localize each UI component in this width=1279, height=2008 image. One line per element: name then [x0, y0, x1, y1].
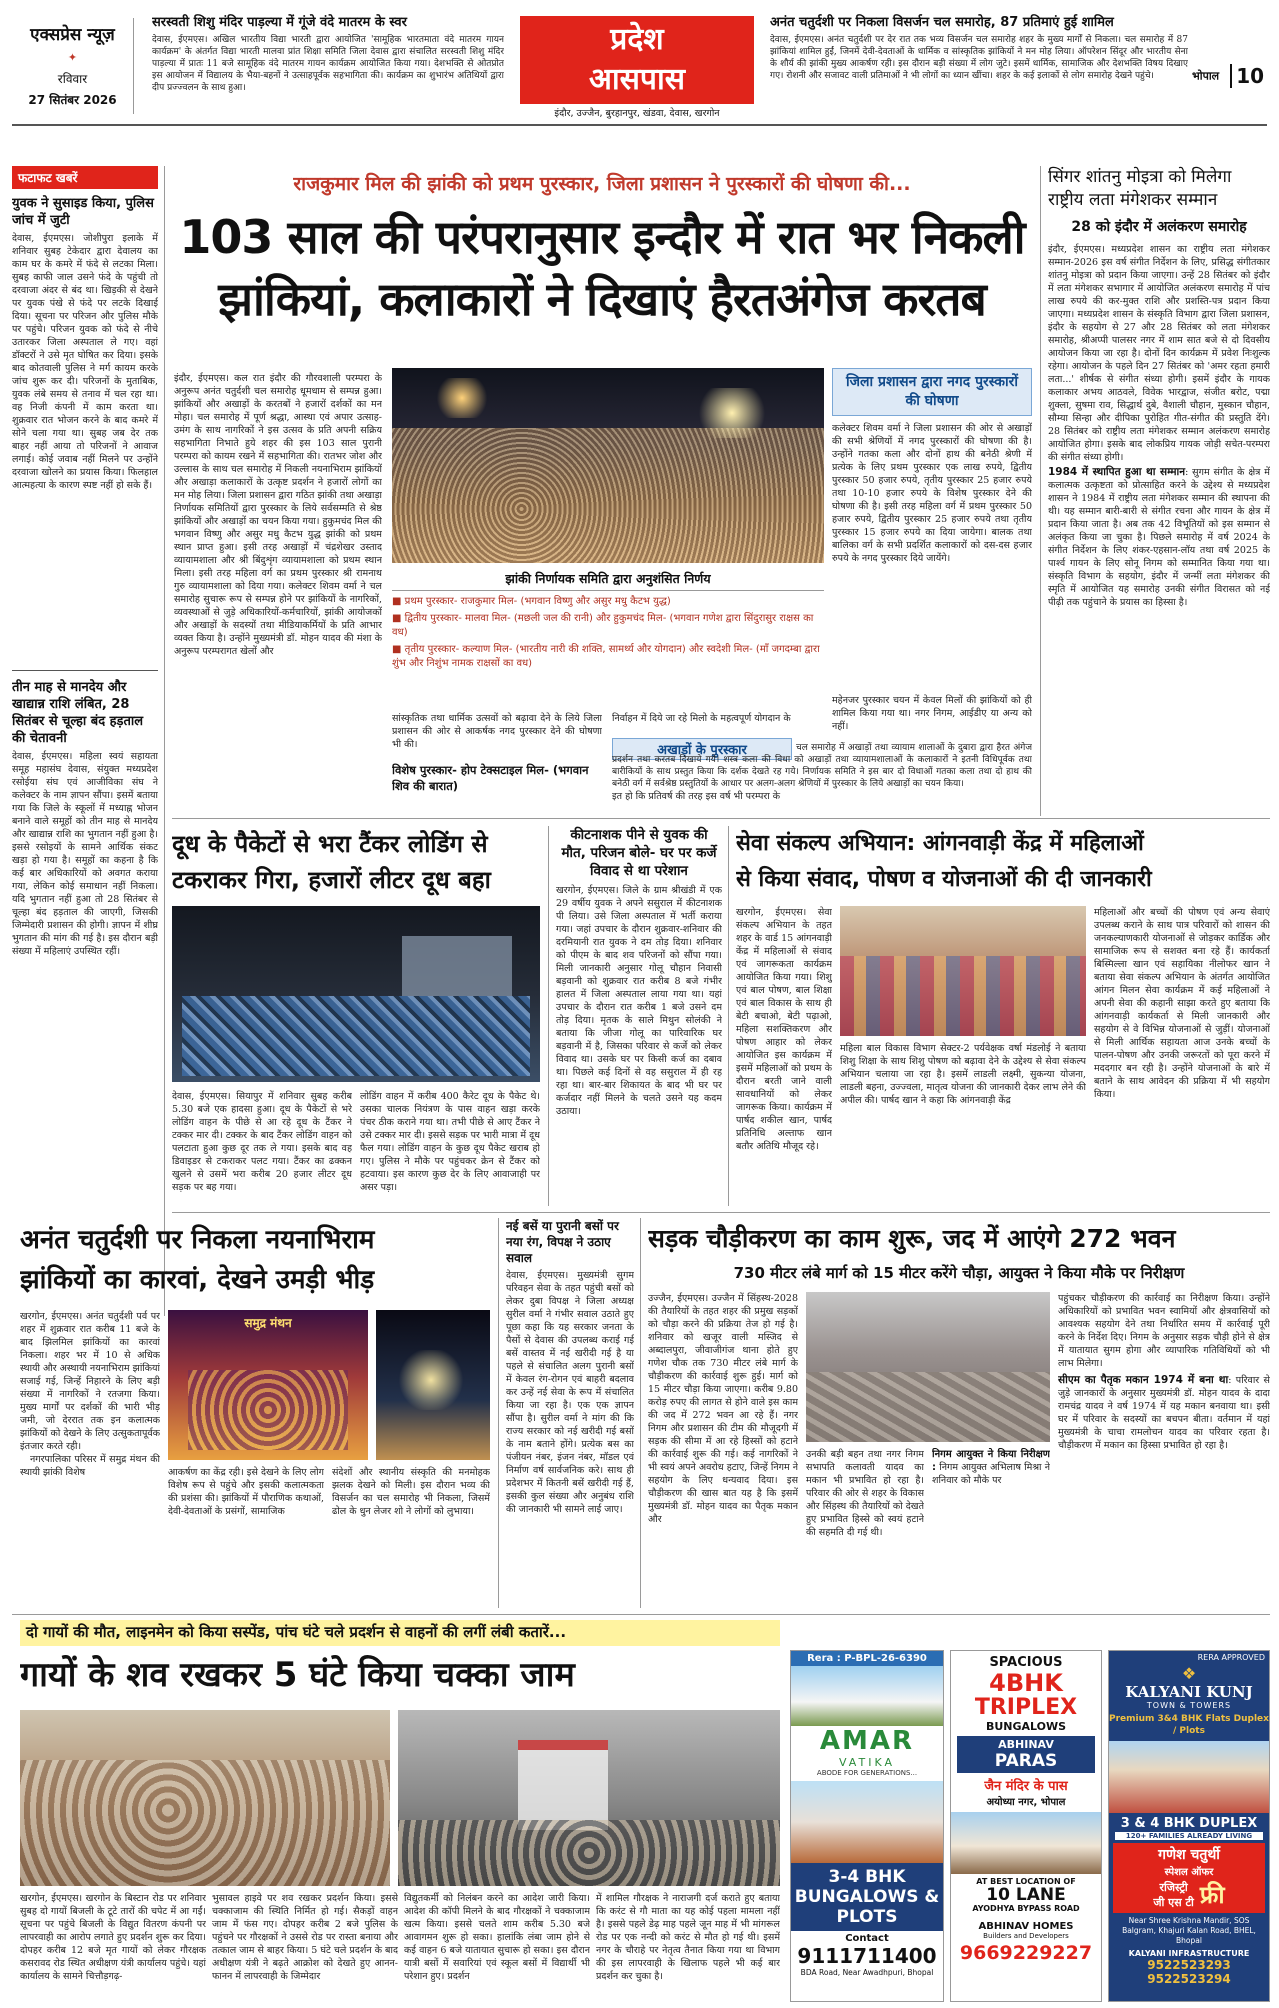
abhinav-l2: 4BHK	[989, 1669, 1063, 1697]
amar-contact-label: Contact	[845, 1933, 889, 1944]
brand-name: एक्सप्रेस न्यूज़	[30, 25, 115, 45]
abhinav-l4: BUNGALOWS	[985, 1720, 1067, 1733]
section-banner	[520, 16, 754, 120]
procession-body1b-text: नगरपालिका परिसर में समुद्र मंथन की स्थायी झांकी विशेष	[20, 1454, 160, 1478]
masthead-date: 27 सितंबर 2026	[28, 93, 117, 107]
road-body2b	[932, 1448, 1050, 1608]
abhinav-l3: TRIPLEX	[974, 1695, 1078, 1720]
judges-item-1	[392, 595, 824, 609]
singer-headline: सिंगर शांतनु मोइत्रा को मिलेगा राष्ट्रीय लता मंगेशकर सम्मान	[1048, 167, 1232, 210]
lead-body-col2: सांस्कृतिक तथा धार्मिक उत्सवों को बढ़ावा देने के लिये जिला प्रशासन की ओर से आकर्षक नगद पुरस्कार देने की घोषणा भी की।	[392, 713, 602, 750]
amar-phone[interactable]: 9111711400	[797, 1944, 937, 1968]
milk-photo-packets	[182, 996, 530, 1076]
kalyani-offer4: जी एस टी	[1153, 1895, 1194, 1909]
amar-house-photo	[791, 1666, 943, 1726]
milk-right-rule	[548, 826, 549, 1206]
singer-body2: : सुगम संगीत के क्षेत्र में कलात्मक उत्कृष्टता को प्रोत्साहित करने के उद्देश्य से मध्यप्रदेश शासन ने 1984 में राष्ट्रीय लता मंगेशकर सम्मान की स्थापना की थी। यह सम्मान बारी-बारी से संगीत रचना और गायन के क्षेत्र में प्रदान किया जाता है। अब तक 42 विभूतियों को इस सम्मान से अलंकृत किया जा चुका है। पिछले समारोह में वर्ष 2024 के संगीत निर्देशन के लिए शंकर-एहसान-लॉय तथा वर्ष 2025 के पार्श्व गायन के लिए सोनू निगम को सम्मानित किया गया था। संस्कृति विभाग के सहयोग, इंदौर में जन्मीं लता मंगेशकर की स्मृति में आयोजित यह समारोह उनकी संगीत विरासत को नई पीढ़ी तक पहुंचाने के प्रयास का हिस्सा है।	[1048, 467, 1270, 608]
ad-amar-vatika[interactable]	[790, 1650, 944, 2002]
ad-abhinav-paras[interactable]	[950, 1650, 1102, 2002]
page-number: 10	[1230, 64, 1264, 88]
road-demolition-photo	[806, 1292, 1050, 1442]
procession-body1-text: खरगोन, ईएमएस। अनंत चतुर्दशी पर्व पर शहर में शुक्रवार रात करीब 11 बजे के बाद झिलमिल झांकियों का कारवां निकला। शहर भर में 10 से अधिक स्थायी और अस्थायी नयनाभिराम झांकियां सजाई गई, जिन्हें निहारने के लिए बड़ी संख्या में नागरिकों ने रतजगा किया। मुख्य मार्गों पर दर्शकों की भारी भीड़ जमी, जो देररात तक इन कलात्मक झांकियों को देखने के लिए उत्सुकतापूर्वक इंतजार करते रही।	[20, 1311, 160, 1452]
top-left-headline: सरस्वती शिशु मंदिर पाड़ल्या में गूंजे वंदे मातरम के स्वर	[152, 15, 407, 30]
kalyani-offer2: स्पेशल ऑफर	[1164, 1867, 1214, 1878]
fatafat-story2-body: देवास, ईएमएस। महिला स्वयं सहायता समूह महासंघ देवास, संयुक्त मध्यप्रदेश रसोईया संघ एवं आजीविका संघ ने कलेक्टर के नाम ज्ञापन सौंपा। इसमें बताया गया कि जिले के स्कूलों में मध्याह्न भोजन बनाने वाले समूहों को तीन माह से मानदेय और खाद्यान्न राशि का भुगतान नहीं हुआ है। इससे रसोइयों के सामने आर्थिक संकट खड़ा हो गया है। समूहों का कहना है कि कई बार अधिकारियों को अवगत कराया गया, लेकिन कोई समाधान नहीं निकला। यदि भुगतान नहीं हुआ तो 28 सितंबर से चूल्हा बंद हड़ताल की जाएगी, जिसकी जिम्मेदारी प्रशासन की होगी। ज्ञापन में शीघ्र भुगतान की मांग की गई है। इस दौरान बड़ी संख्या में महिलाएं उपस्थित रहीं।	[12, 751, 158, 957]
kalyani-free: फ्री	[1199, 1881, 1225, 1909]
road-headline: सड़क चौड़ीकरण का काम शुरू, जद में आएंगे 272 भवन	[648, 1224, 1176, 1253]
milk-photo-truck	[402, 936, 512, 996]
cows-body2: भुसावल हाइवे पर शव रखकर प्रदर्शन किया। इससे चक्काजाम की स्थिति निर्मित हो गई। सैकड़ों वाहन जाम में फंस गए। दोपहर करीब 2 बजे पुलिस के पहुंचने पर गौरक्षकों ने उससे रोड पर रास्ता बनाया और तत्काल जाम से बाहर किया। 5 घंटे चले प्रदर्शन के बाद अधीक्षण यंत्री ने बढ़ते आक्रोश को देखते हुए आनन-फानन में लापरवाही के जिम्मेदार	[212, 1893, 398, 1982]
kalyani-offer-row	[1115, 1878, 1263, 1911]
abhinav-loc2: 10 LANE	[986, 1885, 1066, 1905]
cows-photo-2-crowd	[398, 1820, 780, 1886]
judges-item-2-text: द्वितीय पुरस्कार- मालवा मिल- (मछली जल की रानी) और हुकुमचंद मिल- (भगवान गणेश द्वारा सिंदुरासुर राक्षस का वध)	[392, 613, 814, 638]
pesticide-story	[556, 826, 722, 1206]
bus-story	[506, 1218, 634, 1608]
milk-headline-line2: टकराकर गिरा, हजारों लीटर दूध बहा	[172, 866, 491, 894]
samudra-manthan-photo	[168, 1310, 368, 1460]
bus-right-rule	[640, 1218, 641, 1608]
top-left-body: देवास, ईएमएस। अखिल भारतीय विद्या भारती द्वारा आयोजित 'सामूहिक भारतमाता वंदे मातरम गायन कार्यक्रम' के अंतर्गत विद्या भारती मालवा प्रांत शिक्षा समिति जिला देवास द्वारा संचालित सरस्वती शिशु मंदिर पाड़ल्या में प्रातः 11 बजे सामूहिक वंदे मातरम गायन कार्यक्रम आयोजित किया गया। देशभक्ति से ओतप्रोत इस आयोजन में विद्यालय के भैया-बहनों ने उत्साहपूर्वक सहभागिता की। कार्यक्रम का शुभारंभ अतिथियों द्वारा दीप प्रज्ज्वलन के साथ हुआ।	[152, 35, 504, 93]
pesticide-headline: कीटनाशक पीने से युवक की मौत, परिजन बोले- घर पर कर्जे विवाद से था परेशान	[561, 827, 717, 879]
amar-brand2: VATIKA	[838, 1756, 895, 1769]
anganwadi-photo	[840, 906, 1086, 1036]
page-city: भोपाल	[1192, 69, 1220, 83]
judges-item-1-text: प्रथम पुरस्कार- राजकुमार मिल- (भगवान विष्णु और असुर मधु कैटभ युद्ध)	[404, 596, 671, 607]
brand-ornament-icon: ✦	[67, 51, 78, 64]
procession-body3: संदेशों और स्थानीय संस्कृति की मनमोहक झलक देखने को मिली। इस दौरान भव्य की विसर्जन का चल समारोह भी निकला, जिसमें ढोल के धुन लेजर शो ने लोगों को लुभाया।	[332, 1467, 490, 1517]
amar-main: 3-4 BHK BUNGALOWS & PLOTS	[791, 1863, 943, 1931]
top-right-body: देवास, ईएमएस। अनंत चतुर्दशी पर देर रात तक भव्य विसर्जन चल समारोह शहर के मुख्य मार्गों से निकला। चल समारोह में 87 झांकियां शामिल हुईं, जिनमें देवी-देवताओं के धार्मिक व सांस्कृतिक झांकियों ने मन मोह लिया। ऑपरेशन सिंदूर और भारतीय सेना के शौर्य की झांकी मुख्य आकर्षण रही। इस दौरान बड़ी संख्या में लोग जुटे। इसमें धार्मिक, सामाजिक और देशभक्ति विषय दिखाए गए। रोशनी और सजावट वाली प्रतिमाओं ने भी लोगों का ध्यान खींचा। शहर के कई इलाकों से लोग समारोह देखने पहुंचे।	[770, 35, 1188, 81]
kalyani-offer3: रजिस्ट्री	[1159, 1880, 1188, 1894]
cows-protest-photo-2	[398, 1710, 780, 1886]
section-title-box	[520, 16, 754, 104]
fatafat-story2-headline: तीन माह से मानदेय और खाद्यान्न राशि लंबित, 28 सितंबर से चूल्हा बंद हड़ताल की चेतावनी	[12, 680, 144, 746]
procession-headline-line1: अनंत चतुर्दशी पर निकला नयनाभिराम	[20, 1225, 375, 1255]
kalyani-duplex: 3 & 4 BHK DUPLEX	[1120, 1816, 1258, 1831]
kalyani-building-photo	[1109, 1741, 1269, 1813]
kalyani-families: 120+ FAMILIES ALREADY LIVING	[1115, 1832, 1263, 1840]
row3-bottom-rule	[12, 1614, 1270, 1615]
fatafat-divider	[12, 670, 158, 671]
pesticide-right-rule	[728, 826, 729, 1206]
special-award	[392, 762, 602, 806]
kalyani-sub: TOWN & TOWERS	[1146, 1701, 1232, 1710]
cows-photo-2-ambulance	[518, 1740, 608, 1830]
samudra-photo-label: समुद्र मंथन	[244, 1316, 292, 1330]
singer-subhead2: 1984 में स्थापित हुआ था सम्मान	[1048, 466, 1186, 478]
top-left-story	[152, 14, 504, 118]
procession-body2: आकर्षण का केंद्र रही। इसे देखने के लिए लोग विशेष रूप से पहुंचे और इसकी कलात्मकता की प्रशंसा की। झांकियों में पौराणिक कथाओं, देवी-देवताओं के प्रसंगों, सामाजिक	[168, 1467, 324, 1517]
row2-bottom-rule	[172, 1212, 1270, 1213]
cash-box-title-wrap	[832, 368, 1032, 416]
masthead-day: रविवार	[57, 72, 88, 86]
judges-bullet-icon: ■	[392, 596, 405, 607]
kalyani-infra: KALYANI INFRASTRUCTURE	[1128, 1949, 1250, 1958]
road-body2-text: उनकी बड़ी बहन तथा नगर निगम सभापति कलावती यादव का मकान भी प्रभावित हो रहा है। परिवार की ओर से शहर के विकास और सिंहस्थ की तैयारियों को देखते हुए प्रभावित हिस्से को स्वयं हटाने की सहमति दी गई थी।	[806, 1449, 924, 1538]
milk-body1: देवास, ईएमएस। सियापुर में शनिवार सुबह करीब 5.30 बजे एक हादसा हुआ। दूध के पैकेटों से भरे लोडिंग वाहन के पीछे से आ रहे दूध के टैंकर ने टक्कर मार दी। टक्कर के बाद टैंकर लोडिंग वाहन को पलटाता हुआ कुछ दूर तक ले गया। इसके बाद वह डिवाइडर से टकराकर पलट गया। टैंकर का ढक्कन खुलने से उसमें भरा करीब 20 हजार लीटर दूध सड़क पर बह गया।	[172, 1091, 352, 1193]
anganwadi-body1: खरगोन, ईएमएस। सेवा संकल्प अभियान के तहत शहर के वार्ड 15 आंगनवाड़ी केंद्र में महिलाओं से संवाद एवं जागरूकता कार्यक्रम आयोजित किया गया। शिशु एवं बाल पोषण, बाल शिक्षा एवं बाल विकास के साथ ही बेटी बचाओ, बेटी पढ़ाओ, महिला सशक्तिकरण और पोषण आहार को लेकर आयोजित इस कार्यक्रम में इसमें महिलाओं को प्रथम के दौरान बरती जाने वाली सावधानियों को लेकर जागरूक किया। कार्यक्रम में पार्षद शकील खान, पार्षद प्रतिनिधि अल्ताफ खान बतौर अतिथि मौजूद रहे।	[736, 907, 832, 1152]
section-title-line2: आसपास	[588, 62, 686, 97]
singer-story	[1048, 166, 1270, 816]
road-body4-text: : परिवार से जुड़े जानकारों के अनुसार मुख्यमंत्री डॉ. मोहन यादव के दादा रामचंद्र यादव ने वर्ष 1974 में यह मकान बनवाया था। इसी घर में परिवार के सदस्यों का बचपन बीता। वर्तमान में यहां मुख्यमंत्री के चाचा रामलोचन यादव का परिवार रहता है। चौड़ीकरण में मकान का हिस्सा प्रभावित हो रहा है।	[1058, 1375, 1270, 1451]
lead-right-rule	[1040, 166, 1041, 816]
section-title-line1: प्रदेश	[610, 22, 664, 57]
abhinav-loc1: AT BEST LOCATION OF	[976, 1877, 1076, 1886]
abhinav-dev: Builders and Developers	[983, 1932, 1069, 1940]
pesticide-body: खरगोन, ईएमएस। जिले के ग्राम श्रीखंडी में एक 29 वर्षीय युवक ने अपने ससुराल में कीटनाशक पी लिया। उसे जिला अस्पताल में भर्ती कराया गया। जहां उपचार के दौरान शुक्रवार-शनिवार की दरमियानी रात युवक ने दम तोड़ दिया। शनिवार को पीएम के बाद शव परिजनों को सौंपा गया। मिली जानकारी अनुसार गोलू चौहान निवासी बड़वानी को शुक्रवार रात करीब 8 बजे गंभीर हालत में जिला अस्पताल लाया गया था। यहां उपचार के दौरान रात करीब 1 बजे उसने दम तोड़ दिया। मृतक के साले मिथुन सोलंकी ने बताया कि जीजा गोलू का पारिवारिक घर बड़वानी में है, जिसका परिवार से कर्जे को लेकर विवाद था। उसके घर पर किसी कर्ज का दबाव था। पिछले कई दिनों से वह ससुराल में ही रह रहा था। बार-बार शिकायत के बाद भी घर पर कर्जदार नहीं मिलने के चलते उसने यह कदम उठाया।	[556, 885, 722, 1117]
procession-headline-line2: झांकियों का कारवां, देखने उमड़ी भीड़	[20, 1265, 375, 1295]
road-cm-subhead: सीएम का पैतृक मकान 1974 में बना था	[1058, 1374, 1229, 1386]
fatafat-story1-headline: युवक ने सुसाइड किया, पुलिस जांच में जुटी	[12, 196, 154, 228]
top-right-story	[770, 14, 1188, 118]
anganwadi-photo-people	[840, 956, 1086, 1036]
fatafat-label	[12, 166, 158, 189]
kalyani-rera: RERA APPROVED	[1197, 1653, 1265, 1662]
masthead-brand-box	[12, 18, 134, 114]
cows-body4: में शामिल गौरक्षक ने नाराजगी दर्ज कराते हुए बताया कि करंट से गौ माता का यह कोई पहला मामला नहीं है। इससे पहले डेढ़ माह पहले जून माह में भी मांगरूल रोड पर एक नन्दी को करंट से मौत हो गई थी। इसमें नगर के चौराहे पर नेतृत्व तैनात किया गया था विभाग की इस लापरवाही के खिलाफ पहले भी कई बार प्रदर्शन कर चुका है।	[596, 1893, 780, 1982]
lead-photo-light-right	[692, 388, 772, 438]
road-photo-rubble	[806, 1372, 1050, 1442]
abhinav-hindi2: अयोध्या नगर, भोपाल	[986, 1797, 1066, 1808]
amar-tagline: ABODE FOR GENERATIONS...	[816, 1769, 918, 1777]
road-body1: उज्जैन, ईएमएस। उज्जैन में सिंहस्थ-2028 की तैयारियों के तहत शहर की प्रमुख सड़कों को चौड़ा करने की प्रक्रिया तेज हो गई है। शनिवार को खजूर वाली मस्जिद से अब्दालपुरा, जीवाजीगंज थाना होते हुए गणेश चौक तक 730 मीटर लंबे मार्ग के चौड़ीकरण की कार्रवाई शुरू हुई। मार्ग को 15 मीटर चौड़ा किया जाएगा। करीब 9.80 करोड़ रुपए की लागत से होने वाले इस काम की जद में 272 भवन आ रहे हैं। नगर निगम और प्रशासन की टीम की मौजूदगी में सड़क की सीमा में आ रहे हिस्सों को हटाने की कार्रवाई शुरू की गई। कई नागरिकों ने भी स्वयं अपने अवरोध हटाए, जिन्हें निगम ने सहयोग के लिए धन्यवाद दिया। इस चौड़ीकरण की खास बात यह है कि इसमें मुख्यमंत्री डॉ. मोहन यादव का पैतृक मकान और	[648, 1293, 798, 1525]
abhinav-l1: SPACIOUS	[989, 1655, 1063, 1670]
fatafat-column	[12, 166, 158, 1306]
judges-box-title: झांकी निर्णायक समिति द्वारा अनुशंसित निर्णय	[392, 570, 824, 591]
akhada-title: अखाड़ों के पुरस्कार	[657, 743, 747, 758]
anganwadi-body3: महिलाओं और बच्चों की पोषण एवं अन्य सेवाएं उपलब्ध कराने के साथ पात्र परिवारों को शासन की जनकल्याणकारी योजनाओं से जोड़कर कार्डिक और सामाजिक रूप से सशक्त बना रहे हैं। कार्यकर्ता बिस्मिल्ला खान एवं सहायिका नीलोफर खान ने बताया सेवा संकल्प अभियान के अंतर्गत आयोजित आंगन मिलन सेवा कार्यक्रम में कई महिलाओं ने अपनी सेवा की कहानी साझा करते हुए बताया कि आंगनवाड़ी कार्यकर्ता से मिली जानकारी और सहयोग से वे विभिन्न योजनाओं से जुड़ीं। योजनाओं से मिली आर्थिक सहायता आज उनके बच्चों के पालन-पोषण और उनकी जरूरतों को पूरा करने में मददगार बन रही है। उन्होंने योजनाओं के बारे में बताने के साथ आवेदन की प्रक्रिया में भी सहयोग किया।	[1094, 907, 1270, 1100]
abhinav-homes: ABHINAV HOMES	[978, 1921, 1074, 1932]
procession-night-glow	[396, 1350, 466, 1410]
lead-body-col3: निर्वाहन में दिये जा रहे मिलो के महत्वपूर्ण योगदान के	[612, 713, 791, 724]
lead-headline-line2: झांकियां, कलाकारों ने दिखाएं हैरतअंगेज करतब	[218, 272, 986, 326]
special-award-text: विशेष पुरस्कार- होप टेक्सटाइल मिल- (भगवान शिव की बारात)	[392, 763, 589, 793]
judges-bullet-icon: ■	[392, 613, 405, 624]
fatafat-story1-body: देवास, ईएमएस। जोशीपुरा इलाके में शनिवार सुबह टेकेदार द्वारा देवालय का काम घर के कमरे में फंदे से लटका मिला। सुबह काफी जाल उसने फंदे के पहुंची तो दरवाजा अंदर से बंद था। खिड़की से देखने पर युवक पंखे से फंदे पर लटके दिखाई दिया। सूचना पर परिजन और पुलिस मौके पर पहुंचे। परिजन युवक को फंदे से नीचे उतारकर जिला अस्पताल ले गए। वहां डॉक्टरों ने उसे मृत घोषित कर दिया। इसके बाद कोतवाली पुलिस ने मर्ग कायम करके जांच शुरू कर दी। परिजनों के मुताबिक, युवक लंबे समय से तनाव में चल रहा था। वह निजी कंपनी में काम करता था। शुक्रवार रात भोजन करने के बाद कमरे में सोने चला गया था। सुबह जब देर तक बाहर नहीं आया तो परिजनों ने आवाज लगाई। कोई जवाब नहीं मिलने पर उन्होंने दरवाजा खोलने का प्रयास किया। फिलहाल आत्महत्या के कारण स्पष्ट नहीं हो सके हैं।	[12, 233, 158, 491]
lead-body-col1: इंदौर, ईएमएस। कल रात इंदौर की गौरवशाली परम्परा के अनुरूप अनंत चतुर्दशी चल समारोह धूमधाम से सम्पन्न हुआ। झांकियों और अखाड़ों के करतबों ने हजारों दर्शकों का मन मोहा। चल समारोह में पूर्ण श्रद्धा, आस्था एवं अपार उत्साह-उमंग के साथ नागरिकों ने इस उत्सव के प्रति अपनी सक्रिय सहभागिता निभाते हुये शहर की इस 103 साल पुरानी परम्परा को कायम रखने में सहभागिता की। रातभर जोश और उल्लास के साथ चल समारोह में निकली नयनाभिराम झांकियों और अखाड़ा कलाकारों के उत्कृष्ट प्रदर्शन ने हजारों लोगों का मन मोह लिया। जिला प्रशासन द्वारा गठित झांकी तथा अखाड़ा निर्णायक समितियों द्वारा पुरस्कार के लिये सर्वसम्मति से श्रेष्ठ झांकियों और अखाड़ों का चयन किया गया। हुकुमचंद मिल की भगवान विष्णु और असुर मधु कैटभ युद्ध झांकी को प्रथम स्थान प्राप्त हुआ। इसी तरह अखाड़ों में चंद्रशेखर उस्ताद व्यायामशाला और श्री बिंदुशृंग व्यायामशाला को प्रथम स्थान मिला। इसी तरह महिला वर्ग का प्रथम पुरस्कार श्री रामनाथ गुरु व्यायामशाला को दिया गया। कलेक्टर शिवम वर्मा ने चल समारोह सुचारू रूप से सम्पन्न होने पर झांकियों के नागरिकों, व्यवस्थाओं से जुड़े अधिकारियों-कर्मचारियों, झांकी आयोजकों और अखाड़ों के सदस्यों तथा मीडियाकर्मियों के प्रति आभार व्यक्त किया है। उन्होंने मुख्यमंत्री डॉ. मोहन यादव की मंशा के अनुरूप परम्परागत खेलों और	[174, 373, 382, 657]
kalyani-address: Near Shree Krishna Mandir, SOS Balgram, Khajuri Kalan Road, BHEL, Bhopal	[1122, 1916, 1256, 1945]
cash-tail: महेनजर पुरस्कार चयन में केवल मिलों की झांकियों को ही शामिल किया गया था। नगर निगम, आईडीए या अन्य को नहीं।	[832, 695, 1032, 732]
cash-box-body: कलेक्टर शिवम वर्मा ने जिला प्रशासन की ओर से अखाड़ों की सभी श्रेणियों में नगद पुरस्कारों की घोषणा की है। उन्होंने गतका कला और दोनों हाथ की बनेठी श्रेणी में प्रत्येक के लिए प्रथम पुरस्कार एक लाख रुपये, द्वितीय पुरस्कार 50 हजार रुपये, तृतीय पुरस्कार 25 हजार रुपये तथा 10-10 हजार रुपये के विशेष पुरस्कार देने की घोषणा की है। इसी तरह महिला वर्ग में प्रथम पुरस्कार 50 हजार रुपये, द्वितीय पुरस्कार 25 हजार रुपये तथा तृतीय पुरस्कार 15 हजार रुपये का दिया जायेगा। बालक तथा बालिका वर्ग के सभी प्रदर्शित कलाकारों को दस-दस हजार रुपये के नगद पुरस्कार दिये जायेंगे।	[832, 423, 1032, 564]
amar-brand: AMAR	[819, 1726, 915, 1756]
abhinav-loc3: AYODHYA BYPASS ROAD	[972, 1904, 1080, 1913]
lead-photo-crowd	[392, 428, 824, 563]
amar-villa-photo	[791, 1781, 943, 1863]
kalyani-phone1[interactable]: 9522523293	[1147, 1958, 1231, 1972]
samudra-photo-figures	[188, 1370, 348, 1450]
procession-night-photo	[376, 1310, 490, 1460]
kalyani-prem: Premium 3&4 BHK Flats Duplex / Plots	[1109, 1714, 1269, 1736]
amar-address: BDA Road, Near Awadhpuri, Bhopal	[800, 1968, 934, 1977]
cows-body1: खरगोन, ईएमएस। खरगोन के बिस्टान रोड पर शनिवार सुबह दो गायों बिजली के टूटे तारों की चपेट में आ गईं। सूचना पर पहुंचे बिजली के विद्युत वितरण कंपनी पर लापरवाही का आरोप लगाते हुए प्रदर्शन शुरू कर दिया। दोपहर करीब 12 बजे मृत गायों को लेकर गौरक्षक कसरावद रोड स्थित अधीक्षण यंत्री कार्यालय पहुंचे। यहां कार्यालय के सामने चित्तौड़गढ़-	[20, 1893, 206, 1982]
bus-body: देवास, ईएमएस। मुख्यमंत्री सुगम परिवहन सेवा के तहत पहुंची बसों को लेकर दुबा विपक्ष ने जिला अध्यक्ष सुरील वर्मा ने गंभीर सवाल उठाते हुए पूछा कहा कि यह सरकार जनता के पैसों से देवास की उपलब्ध कराई गई बसें वास्तव में नई खरीदी गई है या पहले से संचालित अलग पुरानी बसों में केवल रंग-रोगन एवं बाहरी बदलाव कर उन्हें नई सेवा के रूप में संचालित किया जा रहा है। एक एक ज्ञापन सौंपा है। सुरील वर्मा ने मांग की कि राज्य सरकार को नई खरीदी गई बसों के नाम बताने होंगे। प्रत्येक बस का पंजीयन नंबर, इंजन नंबर, मॉडल एवं निर्माण वर्ष सार्वजनिक करे। साथ ही प्रदेशभर में कितनी बसें खरीदी गई हैं, इसकी कुल संख्या और अनुबंध राशि की जानकारी भी सामने लाई जाए।	[506, 1270, 634, 1515]
kalyani-phone2[interactable]: 9522523294	[1147, 1972, 1231, 1986]
milk-body2: लोडिंग वाहन में करीब 400 कैरेट दूध के पैकेट थे। उसका चालक नियंत्रण के पास वाहन खड़ा करके पंचर ठीक कराने गया था। तभी पीछे से आए टैंकर ने उसे टक्कर मार दी। इससे सड़क पर भारी मात्रा में दूध फैल गया। लोडिंग वाहन के कुछ दूध पैकेट खराब हो गए। पुलिस ने मौके पर पहुंचकर क्रेन से टैंकर को हटवाया। इस कारण कुछ देर के लिए आवाजाही पर असर पड़ा।	[360, 1091, 540, 1193]
abhinav-bungalow-photo	[951, 1812, 1101, 1874]
judges-item-2	[392, 612, 824, 640]
page-city-number	[1192, 64, 1272, 94]
lead-procession-photo	[392, 368, 824, 563]
akhada-body: चल समारोह में अखाड़ों तथा व्यायाम शालाओं के दुबारा द्वारा हैरत अंगेज प्रदर्शन तथा करतब दिखाये गये। शस्त्र कला की विधा को अखाड़ों तथा व्यायामशालाओं के कलाकारों ने इतनी विधिपूर्वक तथा बारीकियों के साथ प्रस्तुत किया कि दर्शक देखते रह गये। निर्णायक समिति ने इस बार दो विधाओं गतका कला तथा दो हाथ की बनेठी वर्ग में सर्वश्रेष्ठ प्रस्तुतियों के आधार पर अलग-अलग श्रेणियों में पुरस्कार के लिये अखाड़ों का चयन किया।	[612, 743, 1032, 789]
fatafat-label-text: फटाफट खबरें	[18, 171, 78, 185]
road-body4-wrap	[1058, 1374, 1270, 1452]
procession-body1	[20, 1310, 160, 1610]
singer-body1: इंदौर, ईएमएस। मध्यप्रदेश शासन का राष्ट्रीय लता मंगेशकर सम्मान-2026 इस वर्ष संगीत निर्देशन के लिए, प्रसिद्ध संगीतकार शांतनु मोइत्रा को प्रदान किया जाएगा। उन्हें 28 सितंबर को इंदौर में लता मंगेशकर सभागार में आयोजित अलंकरण समारोह में पांच लाख रुपये की कर-मुक्त राशि और प्रशस्ति-पत्र प्रदान किया जाएगा। मध्यप्रदेश शासन के संस्कृति विभाग द्वारा जिला प्रशासन, इंदौर के सहयोग से 27 और 28 सितंबर को लता मंगेशकर समारोह, श्रीअप्पी पालसर नगर में शाम सात बजे से दो दिवसीय आयोजन किया जा रहा है। दोनों दिन कार्यक्रम में प्रवेश निःशुल्क रहेगा। आयोजन के पहले दिन 27 सितंबर को 'अमर रहता हमारी लता...' शीर्षक से संगीत संध्या होगी। इसमें इंदौर के गायक कलाकार अभय आठवले, विवेक भारद्वाज, संजीत बरोट, पद्मा शुक्ला, सुषमा राव, सिद्धार्थ दुबे, वैशाली चौहान, मुस्कान चौहान, सौम्या सिन्हा और दीपिका पुरोहित गीत-संगीत की प्रस्तुति देंगे। 28 सितंबर को राष्ट्रीय लता मंगेशकर सम्मान अलंकरण समारोह आयोजित होगा। इसके बाद लोकप्रिय गायक जोड़ी सचेत-परम्परा की संगीत संध्या होगी।	[1048, 244, 1270, 463]
lead-kicker: राजकुमार मिल की झांकी को प्रथम पुरस्कार, जिला प्रशासन ने पुरस्कारों की घोषणा की...	[293, 173, 911, 195]
amar-rera: Rera : P-BPL-26-6390	[791, 1651, 943, 1666]
judges-bullet-icon: ■	[392, 644, 405, 655]
kalyani-offer-box	[1113, 1843, 1265, 1913]
milk-headline-line1: दूध के पैकेटों से भरा टैंकर लोडिंग से	[172, 830, 488, 858]
road-inspection-subhead: निगम आयुक्त ने किया निरीक्षण :	[932, 1449, 1050, 1473]
abhinav-phone[interactable]: 9669229227	[959, 1942, 1093, 1964]
cows-protest-photo-1	[20, 1710, 390, 1886]
special-tail: इत हो कि प्रतिवर्ष की तरह इस वर्ष भी परम्परा के	[612, 791, 781, 802]
kalyani-offer1: गणेश चतुर्थी	[1158, 1847, 1220, 1863]
lead-bottom-rule	[172, 818, 1270, 819]
bus-headline: नई बसें या पुरानी बसों पर नया रंग, विपक्ष ने उठाए सवाल	[506, 1219, 619, 1265]
top-right-headline: अनंत चतुर्दशी पर निकला विसर्जन चल समारोह, 87 प्रतिमाएं हुई शामिल	[770, 15, 1114, 30]
anganwadi-headline-line2: से किया संवाद, पोषण व योजनाओं की दी जानकारी	[736, 867, 1152, 892]
left-column-rule	[164, 166, 165, 1316]
anganwadi-headline-line1: सेवा संकल्प अभियान: आंगनवाड़ी केंद्र में महिलाओं	[736, 831, 1144, 856]
section-districts: इंदौर, उज्जैन, बुरहानपुर, खंडवा, देवास, खरगोन	[554, 108, 720, 119]
cows-body3: विद्युतकर्मी को निलंबन करने का आदेश जारी किया। आदेश की कॉपी मिलने के बाद गौरक्षकों ने चक्काजाम खत्म किया। इससे चलते शाम करीब 5.30 बजे आवागमन शुरू हो सका। हालांकि लंबा जाम होने से कई वाहन 6 बजे यातायात सुचारू हो सका। इस दौरान यात्री बसों में सवारियां एवं स्कूल बसों में विद्यार्थी भी परेशान हुए। प्रदर्शन	[404, 1893, 590, 1982]
judges-box	[392, 570, 824, 708]
road-body2	[806, 1448, 924, 1608]
abhinav-hindi1: जैन मंदिर के पास	[984, 1779, 1068, 1794]
cows-photo-1-crowd	[20, 1760, 390, 1886]
anganwadi-body2: महिला बाल विकास विभाग सेक्टर-2 पर्यवेक्षक वर्षा मंडलोई ने बताया शिशु शिक्षा के साथ शिशु पोषण को बढ़ावा देने के उद्देश्य से सेवा संकल्प अभियान चलाया जा रहा है। इसमें लाडली लक्ष्मी, सुकन्या योजना, लाडली बहना, उज्ज्वला, मातृत्व योजना की जानकारी देकर लाभ लेने की अपील की। पार्षद खान ने कहा कि आंगनवाड़ी केंद्र	[840, 1043, 1086, 1106]
lead-photo-light-left	[432, 378, 492, 418]
masthead-rule	[12, 124, 1267, 126]
cash-box	[832, 368, 1032, 688]
abhinav-brand1: ABHINAV	[998, 1738, 1054, 1751]
cows-kicker: दो गायों की मौत, लाइनमेन को किया सस्पेंड, पांच घंटे चले प्रदर्शन से वाहनों की लगीं लंबी कतारें...	[20, 1620, 780, 1646]
road-subhead: 730 मीटर लंबे मार्ग को 15 मीटर करेंगे चौड़ा, आयुक्त ने किया मौके पर निरीक्षण	[733, 1264, 1185, 1282]
lead-headline-line1: 103 साल की परंपरानुसार इन्दौर में रात भर निकली	[179, 210, 1025, 264]
abhinav-brand2: PARAS	[994, 1751, 1058, 1771]
singer-body2-wrap	[1048, 466, 1270, 609]
road-body3-text: पहुंचकर चौड़ीकरण की कार्रवाई का निरीक्षण किया। उन्होंने अधिकारियों को प्रभावित भवन स्वामियों और क्षेत्रवासियों को आवश्यक सहयोग देने तथा निर्धारित समय में कार्रवाई पूरी करने के निर्देश दिए। निगम के अनुसार सड़क चौड़ी होने से क्षेत्र में यातायात सुगम होगा और व्यापारिक गतिविधियों को भी लाभ मिलेगा।	[1058, 1293, 1270, 1369]
judges-item-3-text: तृतीय पुरस्कार- कल्याण मिल- (भारतीय नारी की शक्ति, सामर्थ्य और योगदान) और स्वदेशी मिल- (माँ जगदम्बा द्वारा शुंभ और निशुंभ नामक राक्षसों का वध)	[392, 644, 820, 669]
kalyani-logo-icon: ❖	[1181, 1664, 1197, 1683]
milk-tanker-photo	[172, 906, 540, 1082]
cows-headline: गायों के शव रखकर 5 घंटे किया चक्का जाम	[20, 1655, 575, 1695]
road-body2b-text: निगम आयुक्त अभिलाष मिश्रा ने शनिवार को मौके पर	[932, 1462, 1050, 1486]
road-body3	[1058, 1292, 1270, 1608]
ad-kalyani-kunj[interactable]	[1108, 1650, 1270, 2002]
kalyani-brand: KALYANI KUNJ	[1125, 1683, 1253, 1701]
cash-box-title: जिला प्रशासन द्वारा नगद पुरस्कारों की घोषणा	[846, 374, 1018, 409]
procession-right-rule	[498, 1218, 499, 1608]
judges-item-3	[392, 643, 824, 671]
abhinav-brand-box	[957, 1736, 1095, 1773]
singer-subhead: 28 को इंदौर में अलंकरण समारोह	[1071, 219, 1247, 235]
kalyani-offer-stack	[1153, 1880, 1194, 1910]
